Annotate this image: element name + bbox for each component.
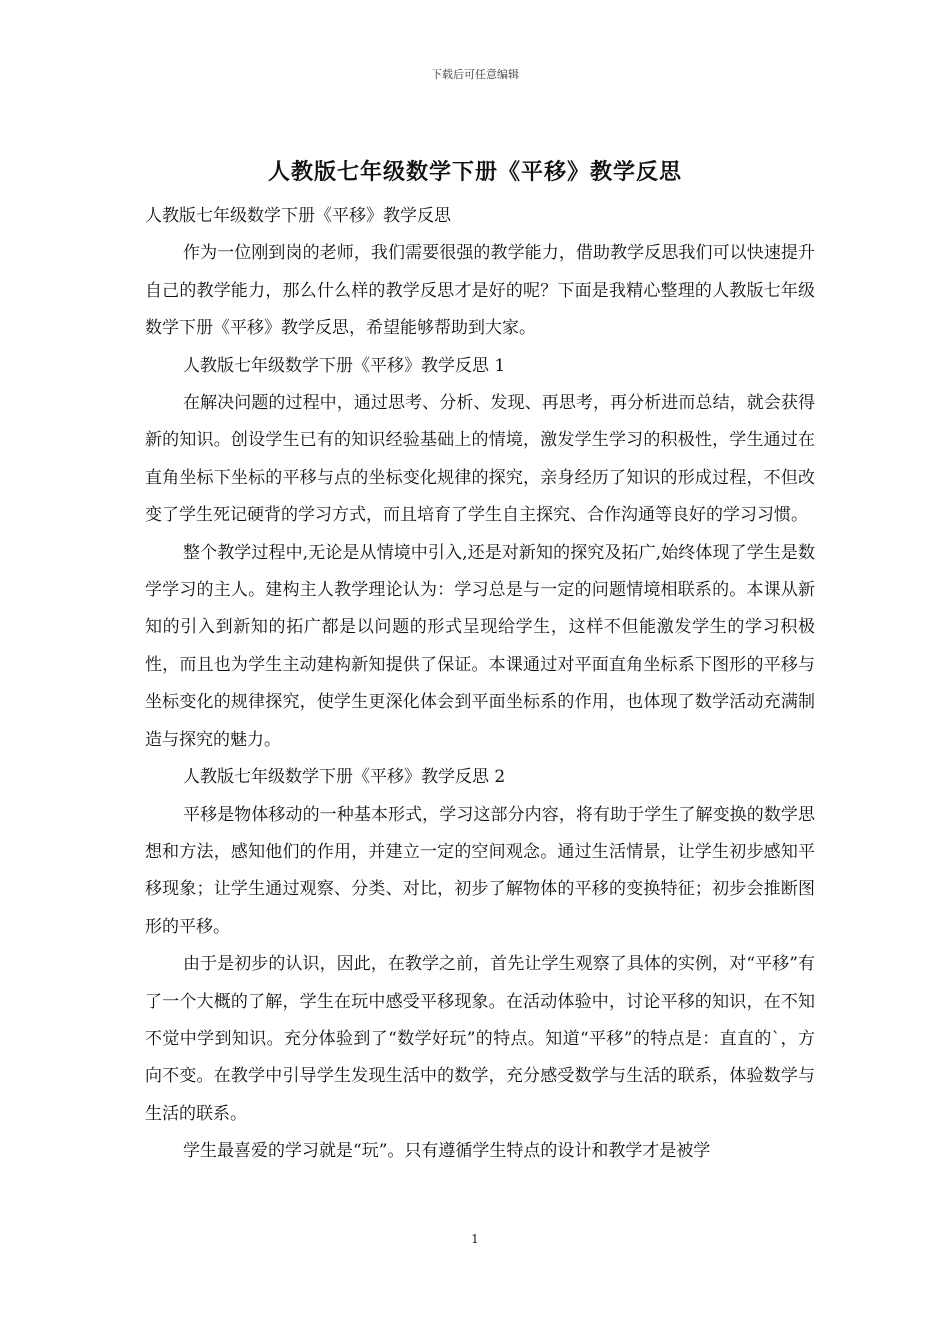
document-title: 人教版七年级数学下册《平移》教学反思: [267, 159, 682, 185]
body-paragraph: 人教版七年级数学下册《平移》教学反思: [145, 206, 451, 226]
body-paragraph: 整个教学过程中,无论是从情境中引入,还是对新知的探究及拓广,始终体现了学生是数学学习的主人。建构主人教学理论认为：学习总是与一定的问题情境相联系的。本课从新知的引入到新知的拓广都是以问题的形式呈现给学生，这样不但能激发学生的学习积极性，而且也为学生主动建构新知提供了保证。本课通过对平面直角坐标系下图形的平移与坐标变化的规律探究，使学生更深化体会到平面坐标系的作用，也体现了数学活动充满制造与探究的魅力。: [145, 542, 815, 750]
page-number: 1: [471, 1232, 479, 1246]
body-paragraph: 人教版七年级数学下册《平移》教学反思 2: [183, 767, 506, 788]
page-header-note: 下载后可任意编辑: [431, 68, 519, 81]
body-paragraph: 平移是物体移动的一种基本形式，学习这部分内容，将有助于学生了解变换的数学思想和方法，感知他们的作用，并建立一定的空间观念。通过生活情景，让学生初步感知平移现象；让学生通过观察、分类、对比，初步了解物体的平移的变换特征；初步会推断图形的平移。: [145, 804, 815, 937]
body-paragraph: 学生最喜爱的学习就是“玩”。只有遵循学生特点的设计和教学才是被学: [183, 1141, 711, 1162]
body-paragraph: 由于是初步的认识，因此，在教学之前，首先让学生观察了具体的实例，对“平移”有了一个大概的了解，学生在玩中感受平移现象。在活动体验中，讨论平移的知识，在不知不觉中学到知识。充分体验到了“数学好玩”的特点。知道“平移”的特点是：直直的`，方向不变。在教学中引导学生发现生活中的数学，充分感受数学与生活的联系，体验数学与生活的联系。: [145, 954, 815, 1124]
body-paragraph: 在解决问题的过程中，通过思考、分析、发现、再思考，再分析进而总结，就会获得新的知识。创设学生已有的知识经验基础上的情境，激发学生学习的积极性，学生通过在直角坐标下坐标的平移与点的坐标变化规律的探究，亲身经历了知识的形成过程，不但改变了学生死记硬背的学习方式，而且培育了学生自主探究、合作沟通等良好的学习习惯。: [145, 393, 815, 526]
body-paragraph: 作为一位刚到岗的老师，我们需要很强的教学能力，借助教学反思我们可以快速提升自己的教学能力，那么什么样的教学反思才是好的呢？下面是我精心整理的人教版七年级数学下册《平移》教学反思，希望能够帮助到大家。: [145, 243, 815, 339]
body-paragraph: 人教版七年级数学下册《平移》教学反思 1: [183, 355, 506, 376]
document-body: [145, 198, 815, 1171]
